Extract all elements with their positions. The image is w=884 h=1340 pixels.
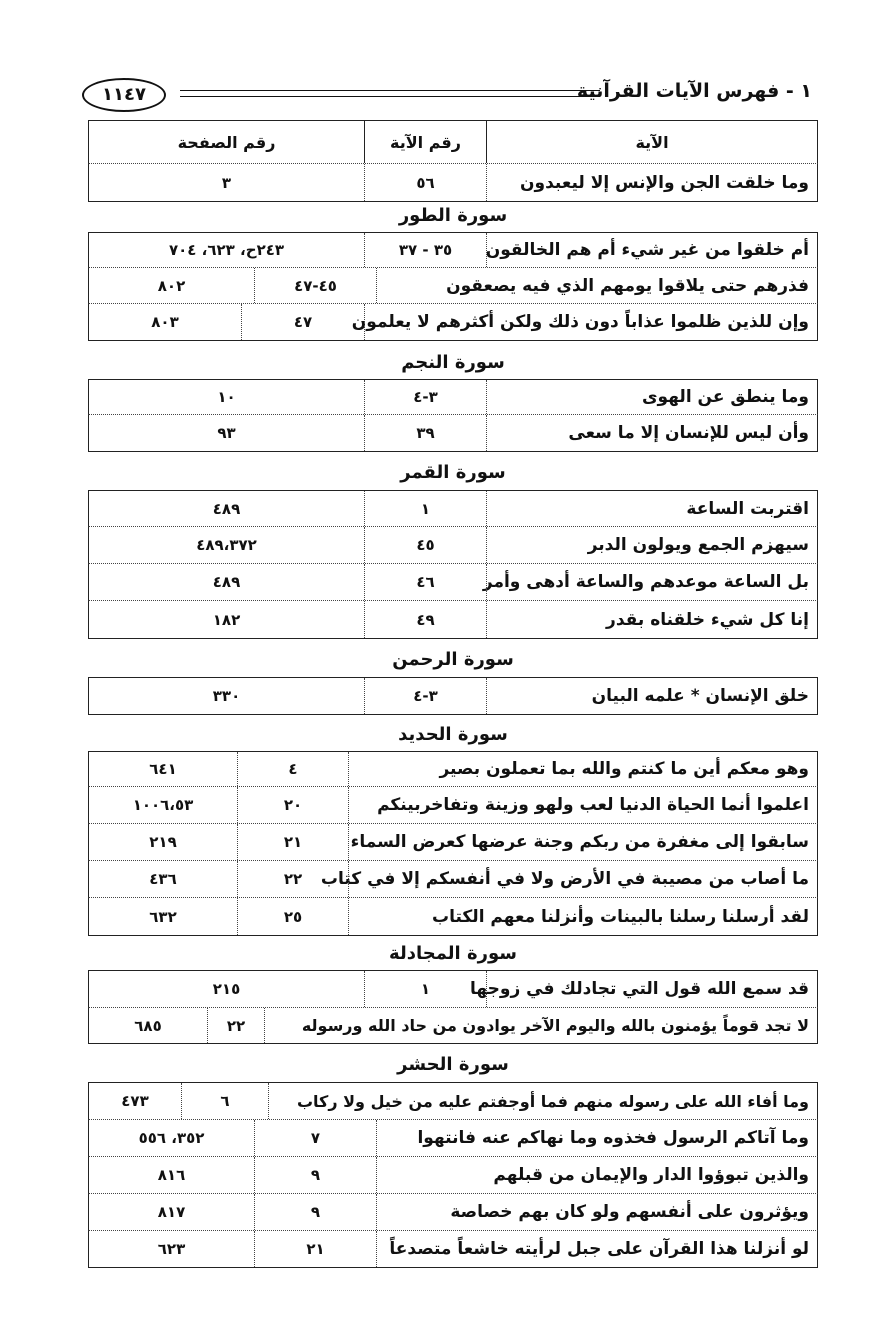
- ayah-number: ٢٠: [283, 796, 303, 814]
- surah-heading-qamar: سورة القمر: [400, 462, 506, 483]
- page-numbers: ٦٢٣: [157, 1240, 186, 1258]
- page-number-badge: ١١٤٧: [82, 78, 166, 112]
- page-numbers: ٤٧٣: [121, 1092, 149, 1110]
- page-numbers: ٣٣٠: [212, 687, 241, 705]
- surah-heading-rahman: سورة الرحمن: [392, 649, 514, 670]
- index-title: ١ - فهرس الآيات القرآنية: [576, 80, 812, 102]
- table-row: [88, 1194, 818, 1231]
- ayah-number: ٢١: [306, 1240, 325, 1258]
- page-numbers: ٨١٧: [157, 1203, 186, 1221]
- verse-text: وإن للذين ظلموا عذاباً دون ذلك ولكن أكثرهم لا يعلمون: [351, 312, 809, 332]
- verse-text: لو أنزلنا هذا القرآن على جبل لرأيته خاشعاً متصدعاً: [389, 1239, 809, 1259]
- table-row: [88, 898, 818, 936]
- verse-text: قد سمع الله قول التي تجادلك في زوجها: [470, 979, 809, 999]
- surah-heading-hashr: سورة الحشر: [397, 1054, 509, 1075]
- page-numbers: ١٨٢: [212, 610, 241, 629]
- table-row: [88, 490, 818, 527]
- page-numbers: ٨٠٢: [157, 276, 186, 295]
- verse-text: إنا كل شيء خلقناه بقدر: [606, 609, 809, 630]
- ayah-number: ٤: [288, 760, 298, 778]
- page-numbers: ٢١٩: [149, 833, 177, 851]
- header-verse: الآية: [635, 132, 669, 152]
- verse-text: سيهزم الجمع ويولون الدبر: [587, 535, 809, 555]
- page-numbers: ١٠٠٦،٥٣: [132, 796, 194, 814]
- ayah-number: ٤٥-٤٧: [294, 276, 337, 295]
- table-row: [88, 232, 818, 268]
- ayah-number: ١: [420, 980, 431, 998]
- table-row: [88, 861, 818, 898]
- page-numbers: ٤٨٩: [212, 573, 241, 591]
- table-row: [88, 415, 818, 452]
- verse-text: اقتربت الساعة: [686, 498, 809, 519]
- page-numbers: ٤٨٩،٣٧٢: [196, 536, 257, 554]
- page-numbers: ٢٤٣ح، ٦٢٣، ٧٠٤: [168, 241, 285, 259]
- table-row: [88, 1082, 818, 1120]
- verse-text: ما أصاب من مصيبة في الأرض ولا في أنفسكم إلا في كتاب: [320, 869, 809, 889]
- ayah-number: ٢٢: [283, 870, 303, 888]
- verse-text: فذرهم حتى يلاقوا يومهم الذي فيه يصعقون: [446, 275, 809, 296]
- table-row: [88, 970, 818, 1008]
- header-ayah-number: رقم الآية: [390, 132, 461, 152]
- verse-text: بل الساعة موعدهم والساعة أدهى وأمر: [482, 572, 809, 592]
- table-row: [88, 164, 818, 202]
- ayah-number: ٣-٤: [413, 687, 438, 705]
- page-numbers: ٦٨٥: [134, 1016, 162, 1035]
- table-row: [88, 677, 818, 715]
- table-row: [88, 268, 818, 304]
- ayah-number: ٤٦: [416, 573, 435, 591]
- ayah-number: ١: [420, 499, 431, 518]
- verse-text: وما خلقت الجن والإنس إلا ليعبدون: [520, 172, 809, 193]
- verse-text: وأن ليس للإنسان إلا ما سعى: [568, 423, 809, 443]
- ayah-number: ٤٥: [416, 536, 435, 554]
- page-numbers: ٤٣٦: [149, 870, 177, 888]
- ayah-number: ٩: [310, 1203, 321, 1221]
- surah-heading-hadid: سورة الحديد: [398, 724, 508, 745]
- table-row: [88, 527, 818, 564]
- table-row: [88, 787, 818, 824]
- page-numbers: ١٠: [217, 388, 236, 406]
- table-row: [88, 1008, 818, 1044]
- table-row: [88, 824, 818, 861]
- verse-text: وما آتاكم الرسول فخذوه وما نهاكم عنه فانتهوا: [417, 1128, 809, 1148]
- ayah-number: ٣-٤: [413, 388, 438, 406]
- table-row: [88, 1120, 818, 1157]
- table-row: [88, 379, 818, 415]
- verse-text: خلق الإنسان * علمه البيان: [591, 686, 809, 706]
- page-numbers: ٤٨٩: [212, 499, 241, 518]
- page-numbers: ٣: [221, 173, 232, 192]
- table-row: [88, 564, 818, 601]
- page-numbers: ٦٤١: [149, 760, 177, 778]
- verse-text: اعلموا أنما الحياة الدنيا لعب ولهو وزينة وتفاخربينكم: [377, 795, 809, 815]
- ayah-number: ٣٩: [416, 424, 435, 442]
- verse-text: والذين تبوؤوا الدار والإيمان من قبلهم: [493, 1165, 809, 1185]
- surah-heading-mujadila: سورة المجادلة: [389, 943, 517, 964]
- table-header-row: [88, 120, 818, 164]
- verse-text: وما ينطق عن الهوى: [641, 387, 809, 407]
- ayah-number: ٢٥: [283, 907, 303, 926]
- ayah-number: ٣٥ - ٣٧: [398, 241, 453, 259]
- page-numbers: ٩٣: [217, 424, 236, 442]
- verse-text: وهو معكم أين ما كنتم والله بما تعملون بصير: [439, 759, 809, 779]
- page-header: [80, 76, 820, 116]
- table-row: [88, 1231, 818, 1268]
- table-row: [88, 751, 818, 787]
- page-numbers: ٦٣٢: [149, 907, 177, 926]
- ayah-number: ٢١: [283, 833, 303, 851]
- ayah-number: ٦: [220, 1092, 230, 1110]
- verse-text: وما أفاء الله على رسوله منهم فما أوجفتم عليه من خيل ولا ركاب: [296, 1091, 809, 1111]
- verse-text: سابقوا إلى مغفرة من ربكم وجنة عرضها كعرض السماء: [350, 832, 809, 852]
- ayah-number: ٥٦: [416, 173, 435, 192]
- verse-text: ويؤثرون على أنفسهم ولو كان بهم خصاصة: [450, 1202, 809, 1222]
- ayah-number: ٤٧: [293, 313, 313, 331]
- surah-heading-najm: سورة النجم: [401, 352, 505, 373]
- surah-heading-tur: سورة الطور: [398, 205, 508, 226]
- table-row: [88, 1157, 818, 1194]
- ayah-number: ٤٩: [416, 610, 435, 629]
- ayah-number: ٢٢: [226, 1016, 246, 1035]
- page-numbers: ٢١٥: [212, 980, 241, 998]
- verse-text: لقد أرسلنا رسلنا بالبينات وأنزلنا معهم الكتاب: [432, 906, 809, 927]
- page-numbers: ٨٠٣: [151, 313, 179, 331]
- table-row: [88, 601, 818, 639]
- table-row: [88, 304, 818, 341]
- page-numbers: ٣٥٢، ٥٥٦: [138, 1129, 205, 1147]
- page-numbers: ٨١٦: [157, 1166, 186, 1184]
- verse-text: أم خلقوا من غير شيء أم هم الخالقون: [485, 240, 809, 260]
- verse-text: لا تجد قوماً يؤمنون بالله واليوم الآخر يوادون من حاد الله ورسوله: [301, 1016, 809, 1035]
- header-rule: [180, 90, 600, 97]
- ayah-number: ٩: [310, 1166, 321, 1184]
- header-page-number: رقم الصفحة: [177, 132, 276, 152]
- ayah-number: ٧: [310, 1129, 321, 1147]
